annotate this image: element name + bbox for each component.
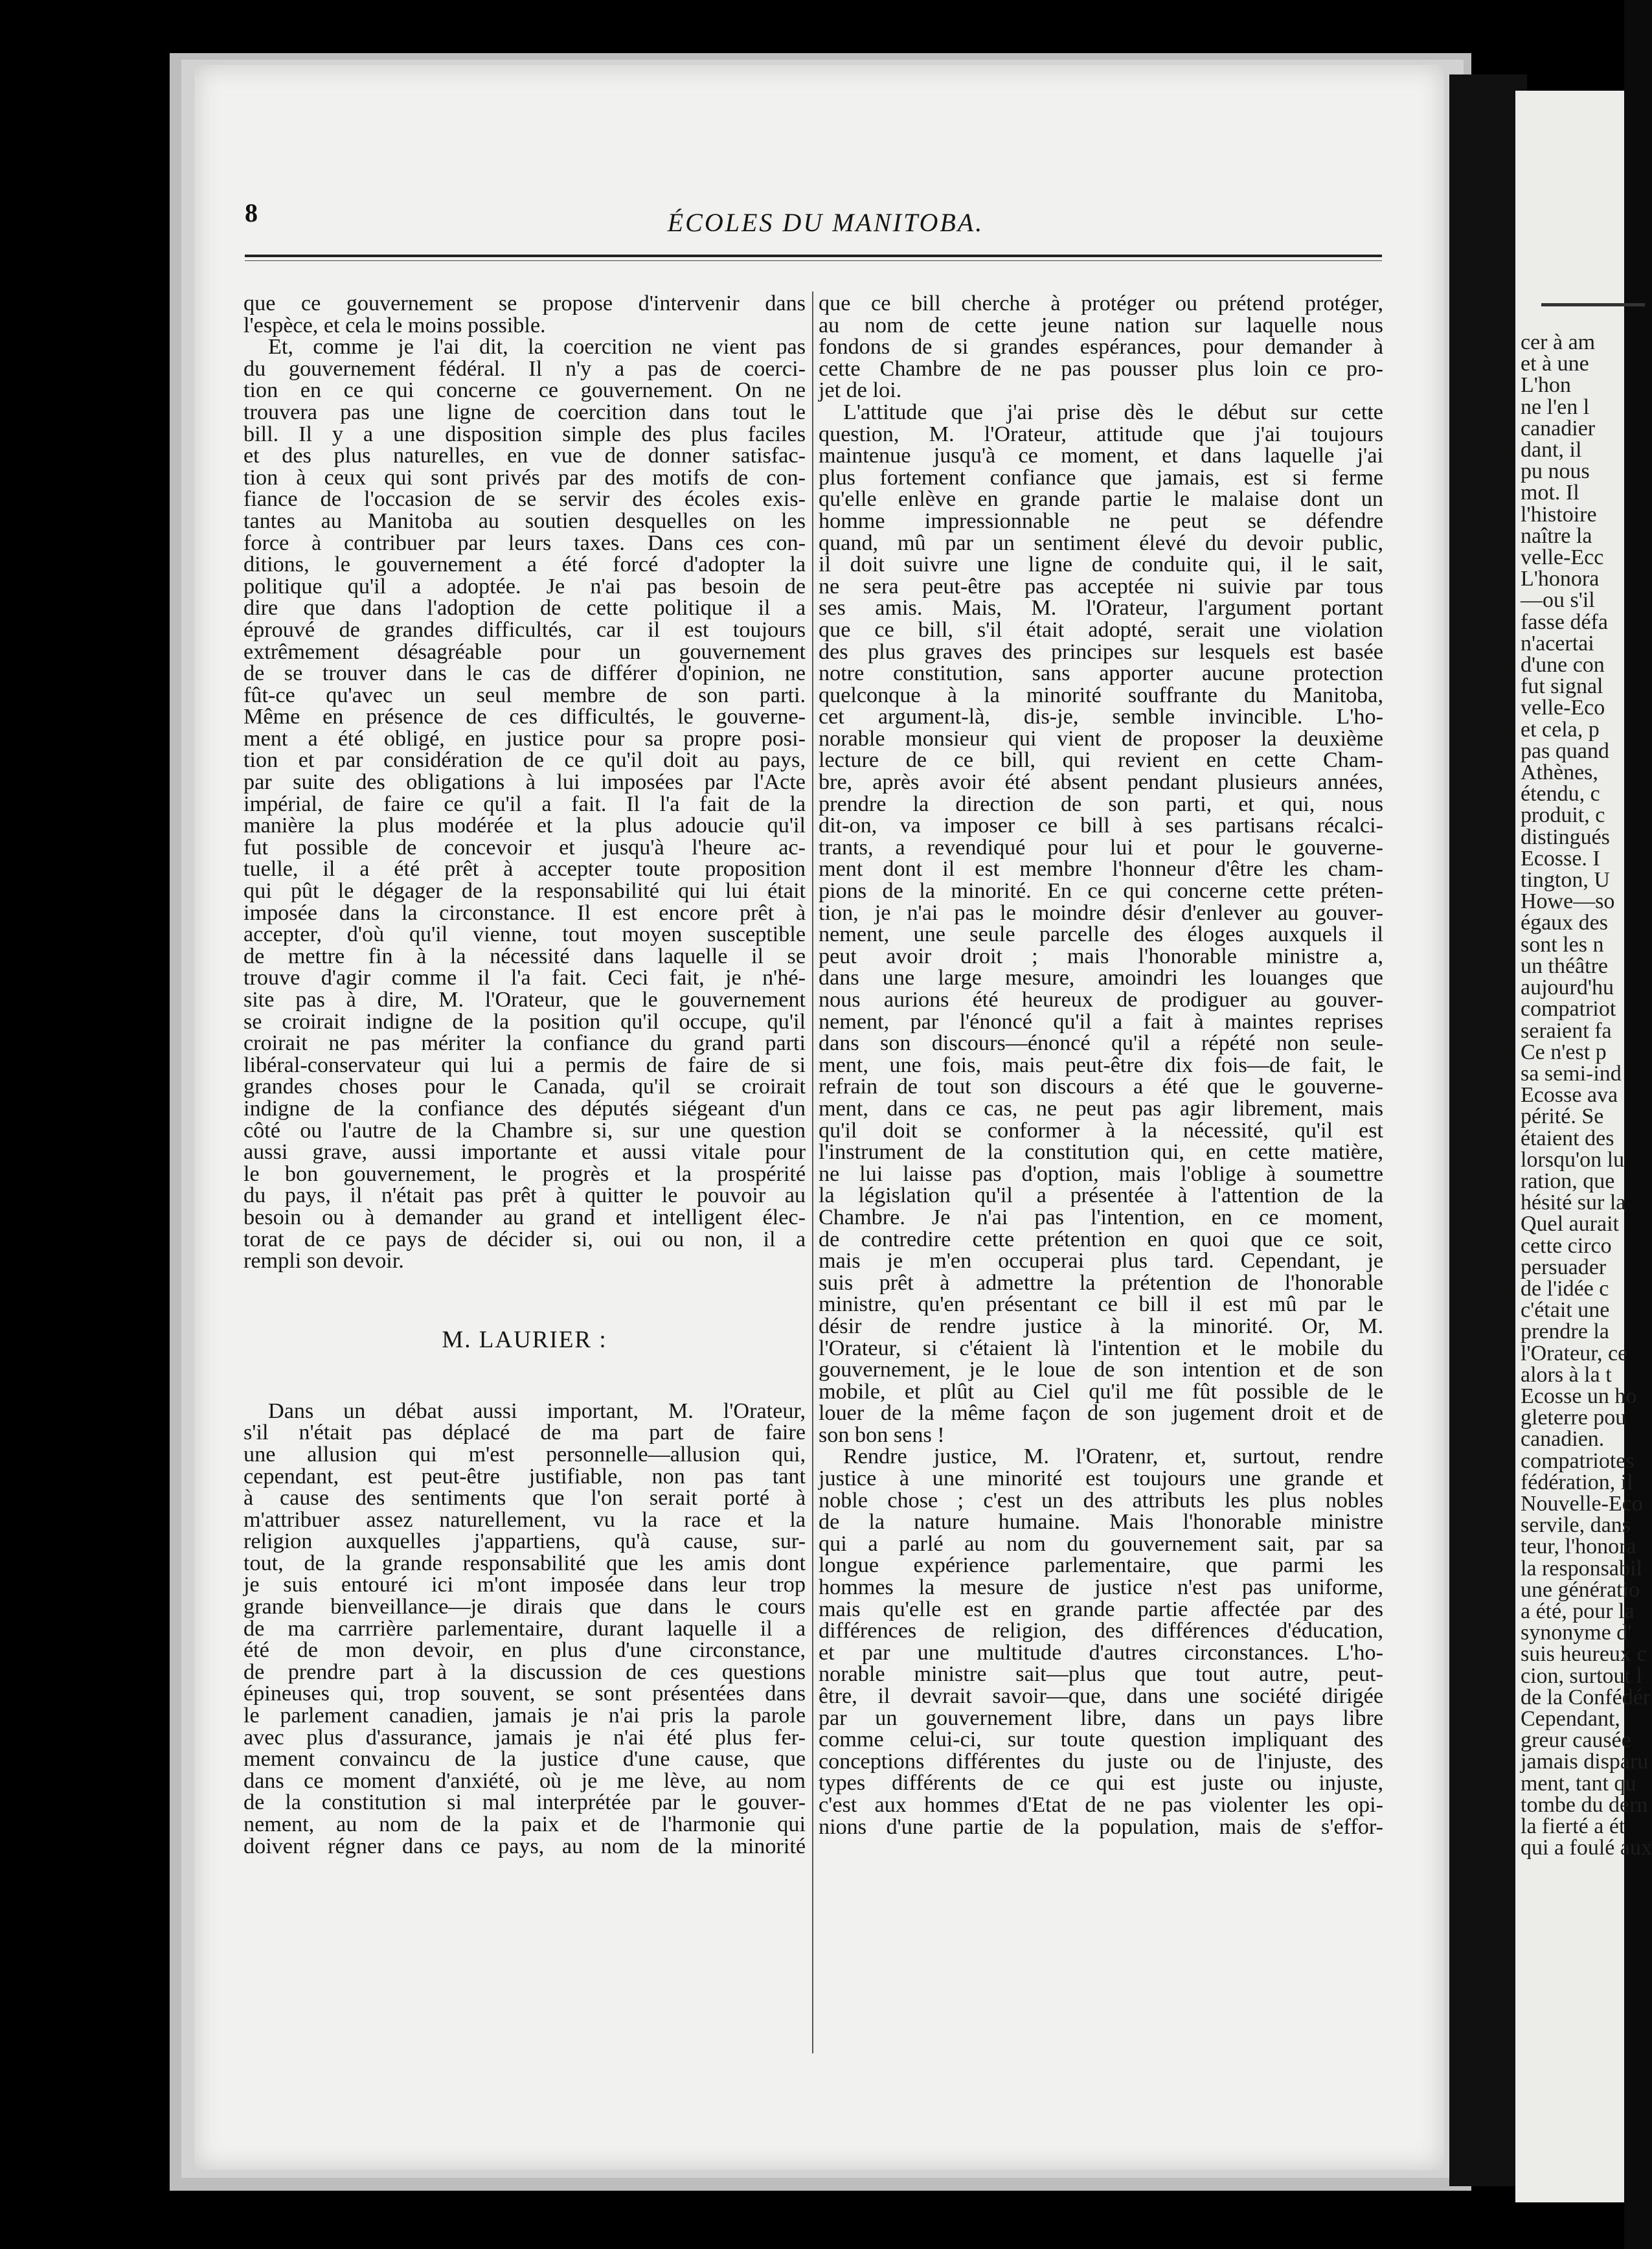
text-line: suis prêt à admettre la prétention de l'honorable [819, 1270, 1383, 1295]
text-line: ne sera peut-être pas acceptée ni suivie par tous [819, 574, 1383, 599]
text-line: qu'elle enlève en grande partie le malaise dont un [819, 487, 1383, 512]
adjacent-page-text [1515, 91, 1652, 1860]
text-line: été de mon devoir, en plus d'une circonstance, [243, 1638, 806, 1663]
adjacent-text-fragment: dant, il [1521, 438, 1582, 462]
text-line: qui a parlé au nom du gouvernement sait, par sa [819, 1531, 1383, 1556]
text-line: ne lui laisse pas d'option, mais l'oblige à soumettre [819, 1161, 1383, 1186]
adjacent-text-fragment: a été, pour la [1521, 1599, 1635, 1623]
adjacent-text-fragment: fasse défa [1521, 610, 1608, 634]
adjacent-text-fragment: greur causée [1521, 1728, 1631, 1753]
adjacent-text-fragment: égaux des [1521, 911, 1609, 935]
text-line: impérial, de faire ce qu'il a fait. Il l'a fait de la [243, 792, 806, 816]
adjacent-text-fragment: la responsabil [1521, 1556, 1642, 1581]
header-rule-thin [245, 260, 1382, 261]
adjacent-text-fragment: L'hon [1521, 373, 1571, 398]
text-line: accepter, d'où qu'il vienne, tout moyen susceptible [243, 922, 806, 947]
adjacent-text-fragment: canadier [1521, 416, 1596, 440]
adjacent-text-fragment: la fierté a ét [1521, 1814, 1625, 1839]
text-line: maintenue jusqu'à ce moment, et dans laquelle j'ai [819, 444, 1383, 468]
text-line: cette Chambre de ne pas pousser plus loin ce pro- [819, 356, 1383, 381]
adjacent-text-fragment: tombe du dern [1521, 1792, 1648, 1817]
adjacent-text-fragment: Ce n'est p [1521, 1040, 1607, 1064]
header-rule [245, 255, 1382, 257]
text-line: de la nature humaine. Mais l'honorable ministre [819, 1510, 1383, 1535]
text-line: besoin ou à demander au grand et intelligent élec- [243, 1205, 806, 1229]
text-line: refrain de tout son discours a été que le gouverne- [819, 1075, 1383, 1099]
text-line: religion auxquelles j'appartiens, qu'à cause, sur- [243, 1529, 806, 1554]
text-line: trouvera pas une ligne de coercition dans tout le [243, 400, 806, 424]
adjacent-text-fragment: de la Confédér [1521, 1685, 1651, 1709]
text-line: m'attribuer assez naturellement, vu la race et la [243, 1507, 806, 1532]
text-line: quand, mû par un sentiment élevé du devoir public, [819, 531, 1383, 555]
adjacent-text-fragment: gleterre pou [1521, 1406, 1627, 1430]
text-line: et par une multitude d'autres circonstances. L'ho- [819, 1640, 1383, 1665]
text-line: bill. Il y a une disposition simple des plus faciles [243, 422, 806, 446]
text-line: c'est aux hommes d'Etat de ne pas violenter les opi- [819, 1792, 1383, 1817]
text-line: hommes la mesure de justice n'est pas uniforme, [819, 1575, 1383, 1600]
adjacent-text-fragment: étendu, c [1521, 782, 1600, 806]
text-line: dans ce moment d'anxiété, où je me lève, au nom [243, 1768, 806, 1793]
text-line: ment, dans ce cas, ne peut pas agir librement, mais [819, 1096, 1383, 1121]
text-line: doivent régner dans ce pays, au nom de la minorité [243, 1834, 806, 1858]
text-line: Rendre justice, M. l'Oratenr, et, surtout, rendre [843, 1444, 1383, 1469]
text-line: de ma carrrière parlementaire, durant laquelle il a [243, 1616, 806, 1641]
adjacent-text-fragment: compatriotes [1521, 1448, 1635, 1473]
adjacent-text-fragment: de l'idée c [1521, 1276, 1609, 1301]
adjacent-text-fragment: Ecosse un ho [1521, 1384, 1637, 1408]
adjacent-text-fragment: L'honora [1521, 567, 1600, 591]
text-line: trants, a revendiqué pour lui et pour le gouverne- [819, 835, 1383, 860]
text-line: du gouvernement fédéral. Il n'y a pas de coerci- [243, 356, 806, 381]
text-line: Dans un débat aussi important, M. l'Orateur, [268, 1398, 806, 1423]
text-line: justice à une minorité est toujours une grande et [819, 1467, 1383, 1491]
text-line: côté ou l'autre de la Chambre si, sur une question [243, 1118, 806, 1143]
adjacent-text-fragment: prendre la [1521, 1319, 1609, 1344]
text-line: qu'il doit se conformer à la nécessité, qu'il est [819, 1118, 1383, 1143]
text-line: torat de ce pays de décider si, oui ou non, il a [243, 1227, 806, 1251]
adjacent-text-fragment: velle-Eco [1521, 696, 1605, 720]
adjacent-text-fragment: un théâtre [1521, 953, 1608, 978]
text-line: par suite des obligations à lui imposées par l'Acte [243, 770, 806, 795]
adjacent-text-fragment: Athènes, [1521, 760, 1598, 785]
text-line: ment dont il est membre l'honneur d'être les cham- [819, 857, 1383, 882]
adjacent-text-fragment: pas quand [1521, 738, 1609, 763]
text-line: grande bienveillance—je dirais que dans le cours [243, 1595, 806, 1619]
text-line: dit-on, va imposer ce bill à ses partisans récalci- [819, 814, 1383, 838]
text-line: nous aurions été heureux de prodiguer au gouver- [819, 988, 1383, 1012]
text-line: fut possible de concevoir et jusqu'à l'heure ac- [243, 835, 806, 860]
text-line: libéral-conservateur qui lui a permis de faire de si [243, 1053, 806, 1077]
text-line: tion à ceux qui sont privés par des motifs de con- [243, 465, 806, 490]
text-line: norable monsieur qui vient de proposer la deuxième [819, 726, 1383, 751]
text-line: l'Orateur, si c'étaient là l'intention et le mobile du [819, 1336, 1383, 1360]
adjacent-text-fragment: —ou s'il [1521, 588, 1595, 613]
text-line: tion, je n'ai pas le moindre désir d'enlever au gouver- [819, 900, 1383, 925]
adjacent-text-fragment: Howe—so [1521, 889, 1615, 914]
left-column-paragraphs [243, 293, 806, 1272]
text-line: se croirait indigne de la position qu'il occupe, qu'il [243, 1009, 806, 1034]
right-column [819, 293, 1383, 1838]
text-line: épineuses qui, trop souvent, se sont présentées dans [243, 1682, 806, 1706]
text-line: de se trouver dans le cas de différer d'opinion, ne [243, 661, 806, 686]
text-line: question, M. l'Orateur, attitude que j'ai toujours [819, 422, 1383, 446]
text-line: noble chose ; c'est un des attributs les plus nobles [819, 1488, 1383, 1513]
text-line: éprouvé de grandes difficultés, car il est toujours [243, 617, 806, 642]
text-line: force à contribuer par leurs taxes. Dans ces con- [243, 531, 806, 555]
text-line: que ce gouvernement se propose d'intervenir dans [243, 291, 806, 315]
text-line: grandes choses pour le Canada, qu'il se croirait [243, 1075, 806, 1099]
text-line: de mettre fin à la nécessité dans laquelle il se [243, 944, 806, 968]
adjacent-text-fragment: cer à am [1521, 330, 1596, 354]
adjacent-text-fragment: c'était une [1521, 1298, 1610, 1323]
text-line: types différents de ce qui est juste ou injuste, [819, 1771, 1383, 1796]
adjacent-text-fragment: d'une con [1521, 653, 1605, 678]
text-line: imposée dans la circonstance. Il est encore prêt à [243, 900, 806, 925]
text-line: la législation qu'il a présentée à l'attention de la [819, 1183, 1383, 1208]
text-line: l'instrument de la constitution qui, en cette matière, [819, 1140, 1383, 1165]
text-line: bre, après avoir été absent pendant plusieurs années, [819, 770, 1383, 795]
text-line: par un gouvernement libre, dans un pays libre [819, 1706, 1383, 1730]
text-line: extrêmement désagréable pour un gouvernement [243, 639, 806, 664]
text-line: manière la plus modérée et la plus adoucie qu'il [243, 814, 806, 838]
adjacent-text-fragment: jamais disparu [1521, 1750, 1649, 1774]
text-line: site pas à dire, M. l'Orateur, que le gouvernement [243, 988, 806, 1012]
text-line: ministre, qu'en présentant ce bill il est mû par le [819, 1292, 1383, 1317]
adjacent-text-fragment: mot. Il [1521, 481, 1579, 505]
adjacent-text-fragment: sont les n [1521, 932, 1604, 957]
adjacent-text-fragment: tington, U [1521, 868, 1610, 893]
text-line: trouve d'agir comme il l'a fait. Ceci fait, je n'hé- [243, 966, 806, 990]
text-line: mement convaincu de la justice d'une cause, que [243, 1747, 806, 1772]
adjacent-text-fragment: l'Orateur, ce [1521, 1341, 1628, 1365]
text-line: indigne de la confiance des députés siégeant d'un [243, 1096, 806, 1121]
text-line: mobile, et plût au Ciel qu'il me fût possible de le [819, 1379, 1383, 1404]
adjacent-text-fragment: aujourd'hu [1521, 976, 1614, 1000]
text-line: longue expérience parlementaire, que parmi les [819, 1553, 1383, 1578]
text-line: comme celui-ci, sur toute question impliquant des [819, 1728, 1383, 1752]
adjacent-text-fragment: Ecosse. I [1521, 846, 1600, 871]
text-line: mais je m'en occuperai plus tard. Cependant, je [819, 1249, 1383, 1273]
laurier-speech [243, 1400, 806, 1857]
text-line: que ce bill, s'il était adopté, serait une violation [819, 617, 1383, 642]
text-line: nions d'une partie de la population, mais de s'effor- [819, 1814, 1383, 1839]
text-line: fondons de si grandes espérances, pour demander à [819, 335, 1383, 360]
adjacent-text-fragment: synonyme d' [1521, 1621, 1632, 1645]
text-line: louer de la même façon de son jugement droit et de [819, 1401, 1383, 1426]
adjacent-text-fragment: et cela, p [1521, 717, 1600, 742]
text-line: Chambre. Je n'ai pas l'intention, en ce moment, [819, 1205, 1383, 1229]
adjacent-text-fragment: ment, tant qu [1521, 1771, 1636, 1796]
text-line: désir de rendre justice à la minorité. Or, M. [819, 1314, 1383, 1338]
adjacent-text-fragment: velle-Ecc [1521, 545, 1604, 570]
adjacent-text-fragment: ration, que [1521, 1169, 1615, 1193]
text-line: ditions, le gouvernement a été forcé d'adopter la [243, 553, 806, 577]
adjacent-text-fragment: étaient des [1521, 1126, 1614, 1150]
text-line: L'attitude que j'ai prise dès le début sur cette [843, 400, 1383, 424]
text-line: différences de religion, des différences d'éducation, [819, 1619, 1383, 1643]
text-line: cependant, est peut-être justifiable, non pas tant [243, 1464, 806, 1489]
text-line: ment, une fois, mais peut-être dix fois—de fait, le [819, 1053, 1383, 1077]
text-line: mais qu'elle est en grande partie affectée par des [819, 1597, 1383, 1621]
adjacent-text-fragment: hésité sur la [1521, 1191, 1626, 1215]
text-line: conceptions différentes du juste ou de l'injuste, des [819, 1749, 1383, 1774]
left-column [243, 293, 806, 1857]
text-line: tion et par considération de ce qu'il doit au pays, [243, 748, 806, 773]
adjacent-text-fragment: naître la [1521, 523, 1592, 548]
text-line: tout, de la grande responsabilité que les amis dont [243, 1551, 806, 1575]
text-line: son bon sens ! [819, 1422, 945, 1447]
adjacent-text-fragment: produit, c [1521, 803, 1605, 828]
text-line: politique qu'il a adoptée. Je n'ai pas besoin de [243, 574, 806, 599]
text-line: croirait ne pas mériter la confiance du grand parti [243, 1031, 806, 1056]
page-number: 8 [245, 198, 258, 227]
text-line: des plus graves des principes sur lesquels est basée [819, 639, 1383, 664]
adjacent-text-fragment: fédération, il [1521, 1470, 1633, 1494]
text-line: s'il n'était pas déplacé de ma part de faire [243, 1421, 806, 1445]
text-line: fût-ce qu'avec un seul membre de son parti. [243, 683, 806, 707]
text-line: dire que dans l'adoption de cette politique il a [243, 596, 806, 621]
text-line: gouvernement, je le loue de son intention et de son [819, 1358, 1383, 1382]
text-line: ses amis. Mais, M. l'Orateur, l'argument portant [819, 596, 1383, 621]
text-line: quelconque à la minorité souffrante du Manitoba, [819, 683, 1383, 707]
adjacent-text-fragment: canadien. [1521, 1427, 1605, 1452]
adjacent-text-fragment: Ecosse ava [1521, 1083, 1618, 1108]
adjacent-text-fragment: fut signal [1521, 674, 1603, 699]
right-column-paragraphs [819, 293, 1383, 1838]
adjacent-text-fragment: persuader [1521, 1255, 1607, 1279]
text-line: pions de la minorité. En ce qui concerne cette préten- [819, 879, 1383, 904]
text-line: dans son discours—énoncé qu'il a répété non seule- [819, 1031, 1383, 1056]
text-line: avec plus d'assurance, jamais je n'ai été plus fer- [243, 1725, 806, 1750]
adjacent-text-fragment: et à une [1521, 352, 1589, 376]
text-line: tuelle, il a été prêt à accepter toute proposition [243, 857, 806, 882]
text-line: le bon gouvernement, le progrès et la prospérité [243, 1161, 806, 1186]
text-line: ment a été obligé, en justice pour sa propre posi- [243, 726, 806, 751]
text-line: nement, au nom de la paix et de l'harmonie qui [243, 1812, 806, 1836]
text-line: rempli son devoir. [243, 1249, 404, 1273]
adjacent-text-fragment: qui a foulé aux [1521, 1836, 1652, 1860]
text-line: plus fortement confiance que jamais, est si ferme [819, 465, 1383, 490]
text-line: dans une large mesure, amoindri les louanges que [819, 966, 1383, 990]
adjacent-text-fragment: servile, dans [1521, 1513, 1631, 1538]
column-divider [812, 291, 813, 2053]
text-line: une allusion qui m'est personnelle—allusion qui, [243, 1442, 806, 1467]
section-heading: M. LAURIER : [442, 1326, 607, 1353]
adjacent-text-fragment: seraient fa [1521, 1018, 1612, 1043]
adjacent-text-fragment: compatriot [1521, 997, 1616, 1022]
text-line: cet argument-là, dis-je, semble invincible. L'ho- [819, 705, 1383, 729]
text-line: jet de loi. [819, 378, 902, 403]
text-line: lecture de ce bill, qui revient en cette Cham- [819, 748, 1383, 773]
text-line: fiance de l'occasion de se servir des écoles exis- [243, 487, 806, 512]
text-line: être, il devrait savoir—que, dans une société dirigée [819, 1684, 1383, 1708]
adjacent-text-fragment: sa semi-ind [1521, 1061, 1622, 1086]
text-line: que ce bill cherche à protéger ou prétend protéger, [819, 291, 1383, 315]
text-line: de contredire cette prétention en quoi que ce soit, [819, 1227, 1383, 1251]
text-line: l'espèce, et cela le moins possible. [243, 313, 546, 337]
text-line: notre constitution, sans apporter aucune protection [819, 661, 1383, 686]
text-line: et des plus naturelles, en vue de donner satisfac- [243, 444, 806, 468]
text-line: norable ministre sait—plus que tout autre, peut- [819, 1662, 1383, 1687]
text-line: il doit suivre une ligne de conduite qui, il le sait, [819, 553, 1383, 577]
adjacent-text-fragment: cette circo [1521, 1233, 1612, 1258]
adjacent-text-fragment: Nouvelle-Eco [1521, 1491, 1643, 1516]
text-line: je suis entouré ici m'ont imposée dans leur trop [243, 1573, 806, 1597]
adjacent-text-fragment: Cependant, [1521, 1707, 1620, 1731]
text-line: tantes au Manitoba au soutien desquelles on les [243, 508, 806, 533]
adjacent-text-fragment: périté. Se [1521, 1104, 1604, 1129]
text-line: le parlement canadien, jamais je n'ai pris la parole [243, 1704, 806, 1728]
adjacent-text-fragment: ne l'en l [1521, 394, 1590, 419]
text-line: de la constitution si mal interprétée par le gouver- [243, 1790, 806, 1815]
adjacent-text-fragment: lorsqu'on lu [1521, 1147, 1625, 1172]
adjacent-text-fragment: suis heureux c [1521, 1642, 1647, 1667]
adjacent-text-fragment: n'acertai [1521, 631, 1594, 656]
adjacent-text-fragment: distingués [1521, 825, 1610, 849]
adjacent-text-fragment: alors à la t [1521, 1362, 1612, 1387]
adjacent-text-fragment: une génératio [1521, 1577, 1640, 1602]
text-line: qui pût le dégager de la responsabilité qui lui était [243, 879, 806, 904]
adjacent-page-rule [1541, 303, 1645, 306]
text-line: au nom de cette jeune nation sur laquelle nous [819, 313, 1383, 337]
text-line: de prendre part à la discussion de ces questions [243, 1660, 806, 1684]
adjacent-text-fragment: cion, surtout l [1521, 1663, 1642, 1688]
adjacent-page [1515, 91, 1652, 2202]
text-line: Et, comme je l'ai dit, la coercition ne vient pas [268, 335, 806, 360]
text-line: à cause des sentiments que l'on serait porté à [243, 1486, 806, 1511]
text-line: tion en ce qui concerne ce gouvernement. On ne [243, 378, 806, 403]
text-line: homme impressionnable ne peut se défendre [819, 508, 1383, 533]
adjacent-text-fragment: l'histoire [1521, 502, 1597, 527]
text-line: nement, par l'énoncé qu'il a fait à maintes reprises [819, 1009, 1383, 1034]
adjacent-text-fragment: Quel aurait [1521, 1212, 1619, 1237]
text-line: aussi grave, aussi importante et aussi vitale pour [243, 1140, 806, 1165]
text-line: Même en présence de ces difficultés, le gouverne- [243, 705, 806, 729]
text-line: du pays, il n'était pas prêt à quitter le pouvoir au [243, 1183, 806, 1208]
text-line: prendre la direction de son parti, et qui, nous [819, 792, 1383, 816]
running-head: ÉCOLES DU MANITOBA. [667, 208, 984, 237]
text-line: peut avoir droit ; mais l'honorable ministre a, [819, 944, 1383, 968]
text-line: nement, une seule parcelle des éloges auxquels il [819, 922, 1383, 947]
adjacent-text-fragment: pu nous [1521, 459, 1590, 484]
adjacent-text-fragment: teur, l'honora [1521, 1535, 1636, 1559]
